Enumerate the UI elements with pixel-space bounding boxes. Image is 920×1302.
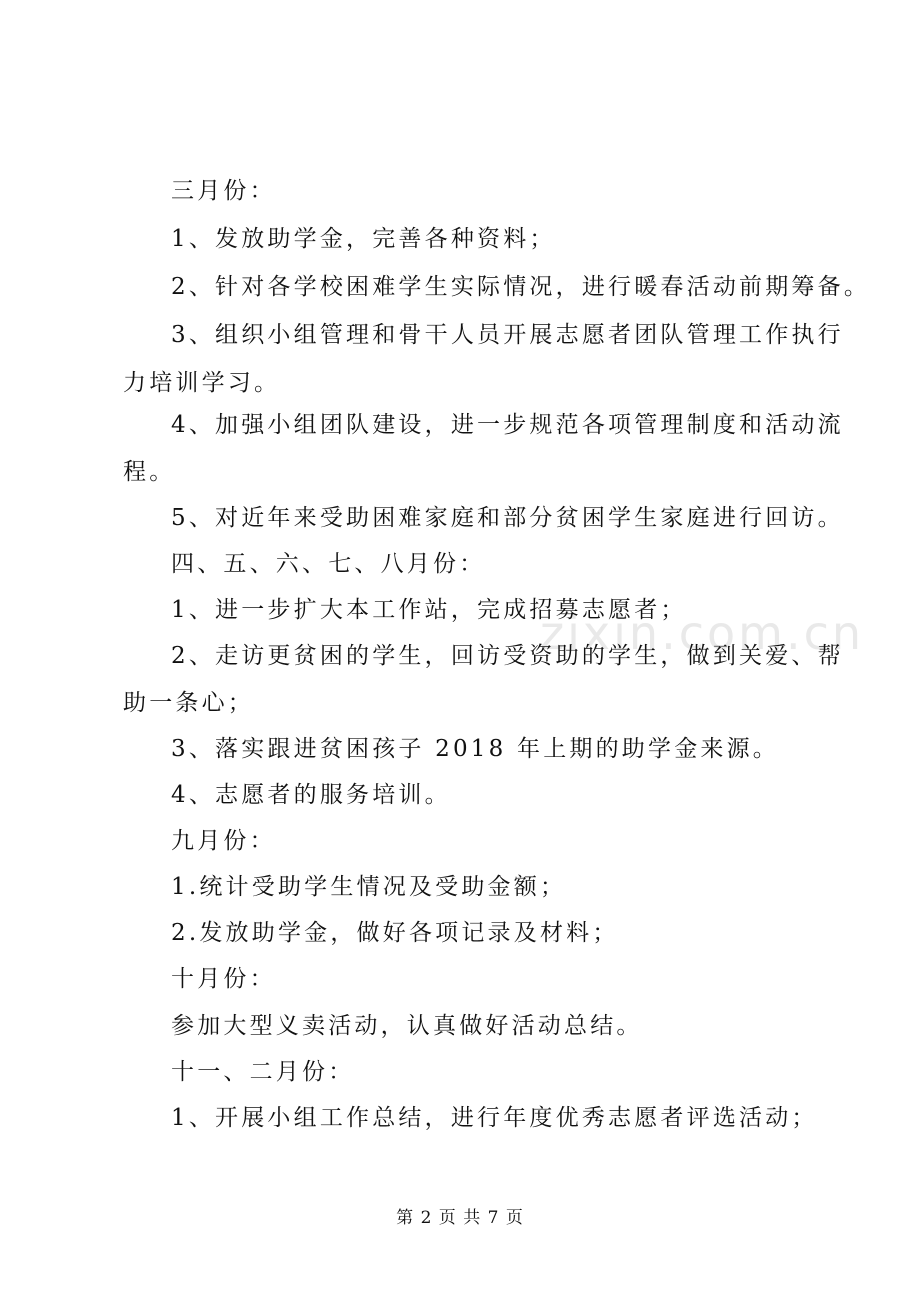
paragraph-line: 1、开展小组工作总结，进行年度优秀志愿者评选活动； [171, 1105, 818, 1131]
paragraph-line: 3、落实跟进贫困孩子 2018 年上期的助学金来源。 [171, 736, 779, 762]
paragraph-line-continuation: 助一条心； [123, 690, 254, 716]
paragraph-line: 2.发放助学金，做好各项记录及材料； [171, 920, 619, 946]
section-heading-october: 十月份： [171, 966, 276, 992]
section-heading-nov-dec: 十一、二月份： [171, 1059, 355, 1085]
paragraph-line: 4、加强小组团队建设，进一步规范各项管理制度和活动流 [171, 412, 844, 438]
page-footer: 第 2 页 共 7 页 [396, 1208, 524, 1228]
section-heading-march: 三月份： [171, 178, 276, 204]
paragraph-line: 5、对近年来受助困难家庭和部分贫困学生家庭进行回访。 [171, 505, 844, 531]
section-heading-apr-aug: 四、五、六、七、八月份： [171, 551, 486, 577]
paragraph-line: 1、进一步扩大本工作站，完成招募志愿者； [171, 597, 687, 623]
paragraph-line-continuation: 力培训学习。 [123, 370, 281, 396]
paragraph-line: 1、发放助学金，完善各种资料； [171, 226, 556, 252]
paragraph-line: 4、志愿者的服务培训。 [171, 782, 451, 808]
watermark: zixin.com.cn [540, 606, 865, 660]
paragraph-line-continuation: 程。 [123, 459, 176, 485]
section-heading-september: 九月份： [171, 828, 276, 854]
paragraph-line: 3、组织小组管理和骨干人员开展志愿者团队管理工作执行 [171, 322, 844, 348]
paragraph-line: 2、走访更贫困的学生，回访受资助的学生，做到关爱、帮 [171, 643, 844, 669]
paragraph-line: 1.统计受助学生情况及受助金额； [171, 874, 567, 900]
paragraph-line: 参加大型义卖活动，认真做好活动总结。 [171, 1013, 643, 1039]
paragraph-line: 2、针对各学校困难学生实际情况，进行暖春活动前期筹备。 [171, 274, 871, 300]
